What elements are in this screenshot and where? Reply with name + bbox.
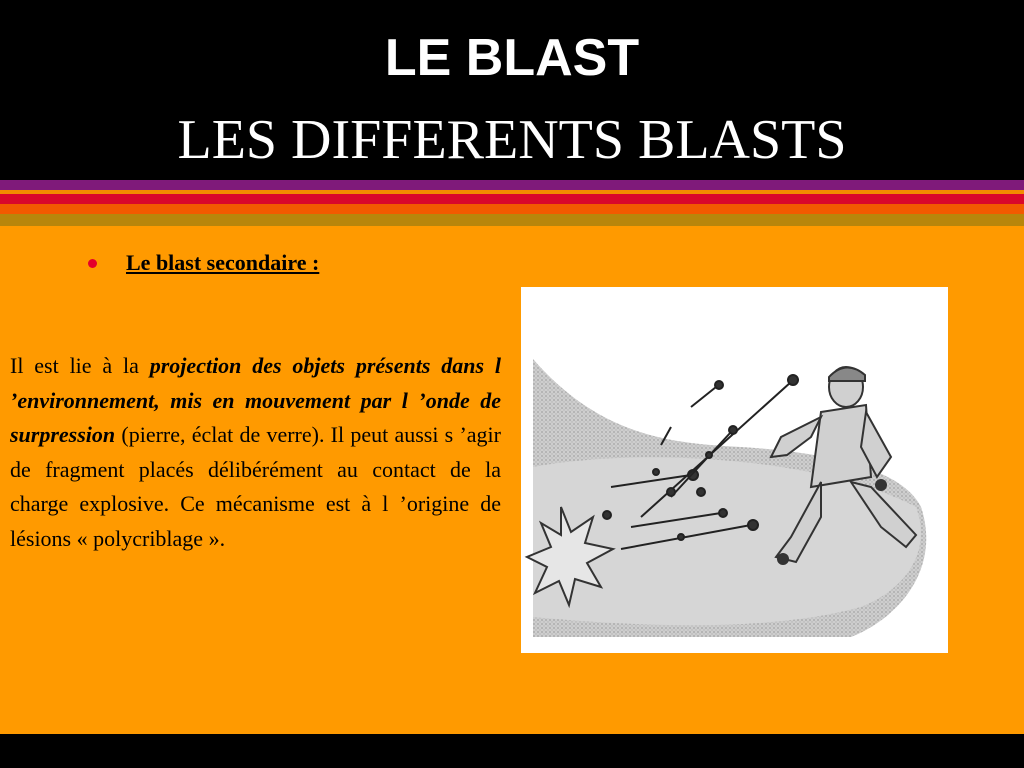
slide-title: LE BLAST [384, 29, 640, 87]
slide-header [0, 0, 1024, 180]
decorative-stripe-purple [0, 180, 1024, 190]
body-paragraph [10, 349, 501, 556]
bullet-heading: Le blast secondaire : [126, 250, 320, 275]
explosion-projectiles-person-illustration-icon [521, 287, 948, 653]
paragraph-emphasis: projection des objets présents dans l ’environnement, mis en mouvement par l ’onde de surpression [10, 353, 501, 447]
decorative-stripe-orange [0, 204, 1024, 214]
decorative-stripe-red [0, 194, 1024, 204]
bullet-icon [88, 259, 97, 268]
decorative-stripe-gold [0, 214, 1024, 226]
slide-footer [0, 734, 1024, 768]
paragraph-intro: Il est lie à la [10, 353, 150, 378]
explosion-illustration [521, 287, 948, 653]
slide-subtitle: LES DIFFERENTS BLASTS [177, 109, 847, 171]
paragraph-rest: (pierre, éclat de verre). Il peut aussi s ’agir de fragment placés délibérément au contact de la charge explosive. Ce mécanisme est à l ’origine de lésions « polycriblage ». [10, 422, 501, 551]
